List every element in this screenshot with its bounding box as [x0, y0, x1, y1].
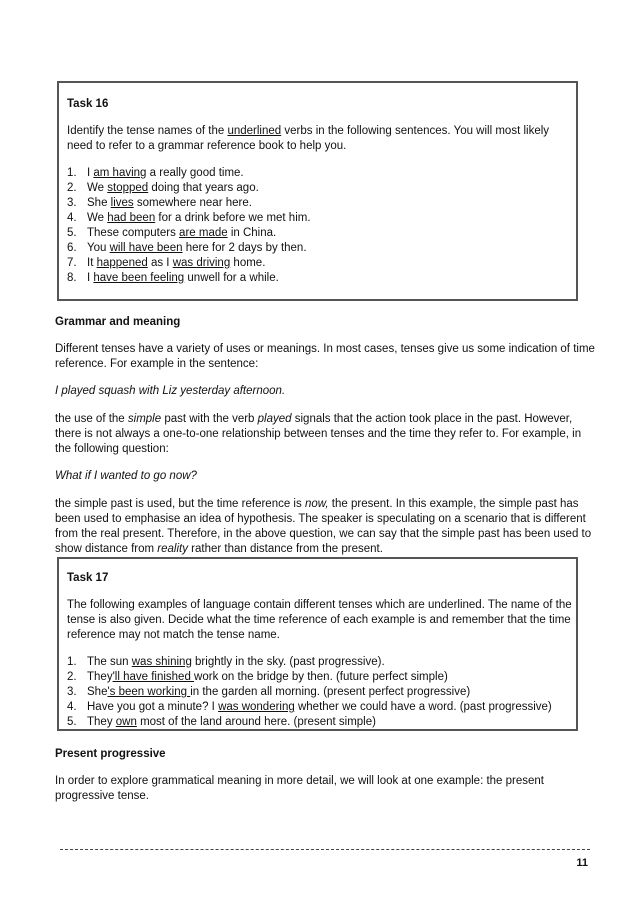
list-number: 5. — [67, 716, 77, 728]
list-item — [67, 241, 576, 256]
underlined-verb: stopped — [107, 182, 149, 194]
page-number: 11 — [576, 857, 588, 869]
list-number: 4. — [67, 701, 77, 713]
task16-title: Task 16 — [67, 98, 109, 110]
underlined-verb: had been — [107, 212, 156, 224]
underlined-verb: was shining — [131, 656, 192, 668]
paragraph: Different tenses have a variety of uses or meanings. In most cases, tenses give us some indication of time reference. For example in the sentence: — [55, 343, 595, 370]
sentence-text: in China. — [227, 227, 277, 239]
example-question: What if I wanted to go now? — [55, 470, 197, 482]
list-item — [67, 670, 576, 685]
list-number: 1. — [67, 167, 77, 179]
task16-box — [57, 81, 578, 301]
sentence-text: unwell for a while. — [184, 272, 279, 284]
sentence-text: The sun — [87, 656, 132, 668]
example-sentence: I played squash with Liz yesterday afternoon. — [55, 385, 286, 397]
task16-list — [67, 166, 576, 286]
underlined-verb: happened — [96, 257, 148, 269]
sentence-text: most of the land around here. (present simple) — [136, 716, 376, 728]
list-number: 3. — [67, 686, 77, 698]
sentence-text: You — [87, 242, 110, 254]
list-item — [67, 715, 576, 730]
sentence-text: somewhere near here. — [133, 197, 252, 209]
paragraph: In order to explore grammatical meaning in more detail, we will look at one example: the present progressive tense. — [55, 775, 544, 802]
footer-divider — [60, 849, 590, 850]
list-item — [67, 685, 576, 700]
list-number: 6. — [67, 242, 77, 254]
list-item — [67, 211, 576, 226]
underlined-verb: will have been — [109, 242, 183, 254]
task17-list — [67, 655, 576, 730]
underlined-verb: lives — [110, 197, 134, 209]
list-number: 8. — [67, 272, 77, 284]
sentence-text: doing that years ago. — [148, 182, 259, 194]
list-number: 1. — [67, 656, 77, 668]
sentence-text: I — [87, 167, 94, 179]
task16-intro: Identify the tense names of the underlined verbs in the following sentences. You will most likely need to refer to a grammar reference book to help you. — [67, 125, 550, 152]
sentence-text: in the garden all morning. (present perfect progressive) — [190, 686, 471, 698]
list-item — [67, 166, 576, 181]
sentence-text: They — [87, 671, 113, 683]
sentence-text: We — [87, 182, 108, 194]
sentence-text: home. — [230, 257, 266, 269]
sentence-text: Have you got a minute? I — [87, 701, 219, 713]
sentence-text: for a drink before we met him. — [155, 212, 311, 224]
task17-box — [57, 557, 578, 731]
list-number: 7. — [67, 257, 77, 269]
paragraph: the simple past is used, but the time reference is now, the present. In this example, the simple past has been used to emphasise an idea of hypothesis. The speaker is speculating on a scenario that is different from the real present. Therefore, in the above question, we can say that the simple past has been used to show distance from reality rather than distance from the present. — [55, 498, 592, 555]
sentence-text: We — [87, 212, 108, 224]
sentence-text: She — [87, 686, 108, 698]
underlined-verb: am having — [93, 167, 147, 179]
sentence-text: a really good time. — [146, 167, 244, 179]
sentence-text: brightly in the sky. (past progressive). — [191, 656, 385, 668]
present-progressive-section — [55, 747, 595, 804]
sentence-text: here for 2 days by then. — [182, 242, 307, 254]
list-number: 2. — [67, 182, 77, 194]
sentence-text: work on the bridge by then. (future perfect simple) — [194, 671, 448, 683]
underlined-verb: was wondering — [218, 701, 295, 713]
paragraph: the use of the simple past with the verb played signals that the action took place in the past. However, there is not always a one-to-one relationship between tenses and the time they refer to. For example, in the following question: — [55, 413, 582, 455]
underlined-verb: own — [115, 716, 137, 728]
section-heading: Present progressive — [55, 748, 166, 760]
list-number: 5. — [67, 227, 77, 239]
sentence-text: She — [87, 197, 111, 209]
sentence-text: They — [87, 716, 116, 728]
underlined-verb: was driving — [172, 257, 231, 269]
sentence-text: whether we could have a word. (past progressive) — [294, 701, 552, 713]
sentence-text: These computers — [87, 227, 180, 239]
list-item — [67, 700, 576, 715]
list-item — [67, 256, 576, 271]
list-item — [67, 226, 576, 241]
section-heading: Grammar and meaning — [55, 316, 181, 328]
list-item — [67, 196, 576, 211]
underlined-verb: 'll have finished — [112, 671, 195, 683]
list-number: 3. — [67, 197, 77, 209]
list-number: 4. — [67, 212, 77, 224]
sentence-text: as I — [147, 257, 173, 269]
task17-intro: The following examples of language contain different tenses which are underlined. The name of the tense is also given. Decide what the time reference of each example is and remember that the time reference may not match the tense name. — [67, 599, 572, 641]
list-item — [67, 655, 576, 670]
task17-title: Task 17 — [67, 572, 109, 584]
underlined-verb: are made — [179, 227, 228, 239]
grammar-meaning-section — [55, 315, 595, 557]
list-item — [67, 181, 576, 196]
underlined-verb: 's been working — [107, 686, 191, 698]
sentence-text: It — [87, 257, 97, 269]
list-item — [67, 271, 576, 286]
list-number: 2. — [67, 671, 77, 683]
underlined-verb: have been feeling — [93, 272, 185, 284]
sentence-text: I — [87, 272, 94, 284]
